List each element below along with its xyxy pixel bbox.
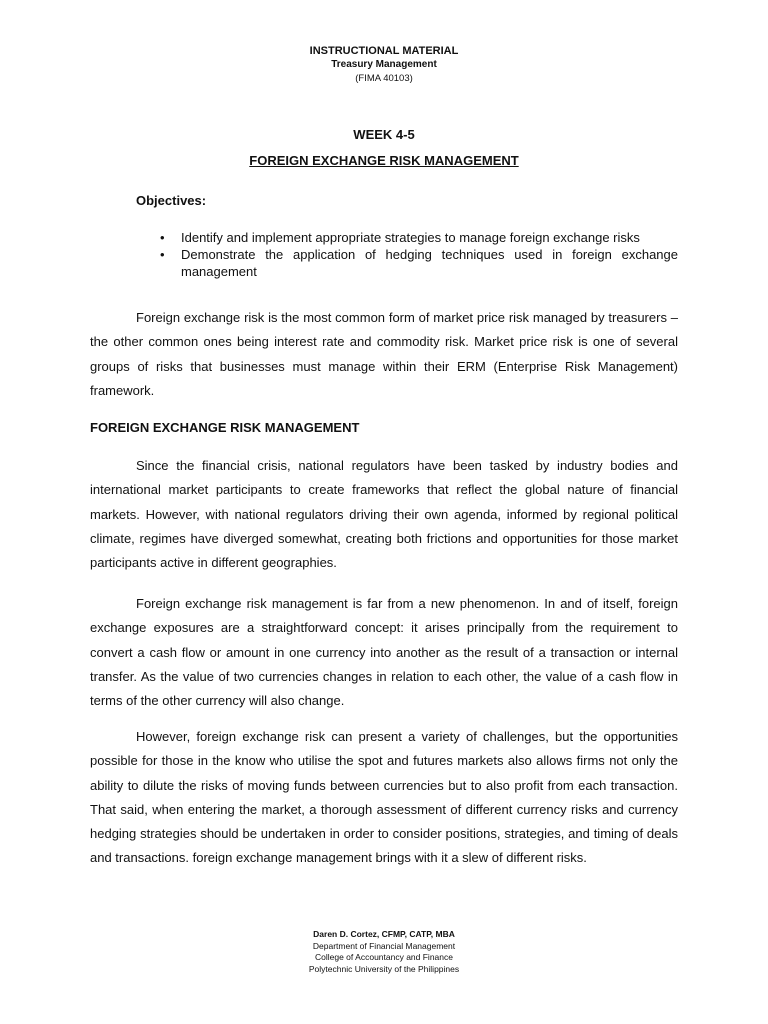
objective-item: • Demonstrate the application of hedging techniques used in foreign exchange management (160, 246, 678, 280)
body-paragraph: Since the financial crisis, national regulators have been tasked by industry bodies and international market participants to create frameworks that reflect the global nature of financial markets. However, with national regulators driving their own agenda, informed by regional political climate, regimes have diverged somewhat, creating both frictions and opportunities for those market participants active in different geographies. (90, 458, 678, 571)
footer-university: Polytechnic University of the Philippines (308, 963, 460, 974)
intro-paragraph: Foreign exchange risk is the most common form of market price risk managed by treasurers – the other common ones being interest rate and commodity risk. Market price risk is one of several groups of risks that businesses must manage within their ERM (Enterprise Risk Management) framework. (90, 310, 678, 398)
week-label: WEEK 4-5 (353, 127, 415, 142)
objectives-list (160, 229, 678, 280)
footer-department: Department of Financial Management (312, 940, 456, 951)
header-course-code: (FIMA 40103) (355, 73, 413, 84)
page-title: FOREIGN EXCHANGE RISK MANAGEMENT (249, 153, 519, 168)
document-footer (0, 929, 768, 975)
title-block (0, 125, 768, 171)
body-paragraph: However, foreign exchange risk can present a variety of challenges, but the opportunities possible for those in the know who utilise the spot and futures markets also allows firms not only the ability to dilute the risks of moving funds between currencies but to also profit from each transaction. That said, when entering the market, a thorough assessment of different currency risks and currency hedging strategies should be undertaken in order to consider positions, strategies, and timing of deals and transactions. foreign exchange management brings with it a slew of different risks. (90, 729, 678, 866)
footer-college: College of Accountancy and Finance (315, 952, 453, 962)
footer-author: Daren D. Cortez, CFMP, CATP, MBA (313, 929, 455, 939)
body-paragraph: Foreign exchange risk management is far from a new phenomenon. In and of itself, foreign exchange exposures are a straightforward concept: it arises principally from the requirement to convert a cash flow or amount in one currency into another as the result of a transaction or internal transfer. As the value of two currencies changes in relation to each other, the value of a cash flow in terms of the other currency will also change. (90, 596, 678, 709)
document-header (0, 44, 768, 85)
section-heading: FOREIGN EXCHANGE RISK MANAGEMENT (90, 420, 360, 435)
header-course-name: Treasury Management (331, 59, 437, 70)
objectives-heading: Objectives: (136, 193, 207, 208)
header-line-1: INSTRUCTIONAL MATERIAL (309, 45, 459, 57)
objective-item: • Identify and implement appropriate strategies to manage foreign exchange risks (160, 229, 678, 246)
